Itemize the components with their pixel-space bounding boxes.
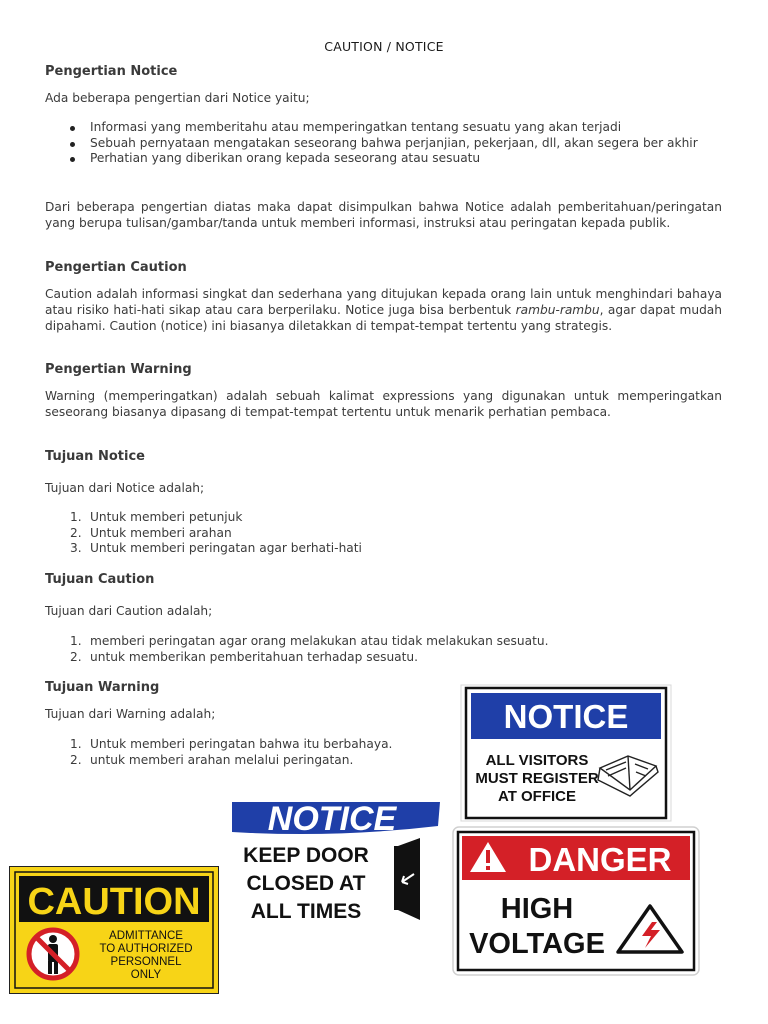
list-item-text: Untuk memberi arahan	[90, 525, 232, 540]
list-item: Informasi yang memberitahu atau memperingatkan tentang sesuatu yang akan terjadi	[70, 120, 720, 136]
sign-line: VOLTAGE	[469, 928, 605, 960]
sign-header: CAUTION	[27, 881, 201, 923]
sign-line: TO AUTHORIZED	[99, 943, 193, 955]
danger-sign	[452, 826, 700, 976]
sign-line: CLOSED AT	[246, 872, 366, 895]
caution-text-b: , agar dapat mudah dipahami. Caution (notice) ini biasanya diletakkan di tempat-tempat tertentu yang strategis.	[45, 303, 723, 333]
sign-line: KEEP DOOR	[243, 844, 369, 867]
page-title: CAUTION / NOTICE	[324, 39, 444, 54]
caution-text-a: Caution adalah informasi singkat dan sederhana yang ditujukan kepada orang lain untuk menghindari bahaya atau risiko hati-hati sikap atau cara berperilaku. Notice juga bisa berbentuk	[45, 287, 722, 317]
heading-tujuan-caution: Tujuan Caution	[45, 572, 155, 587]
tujuan-notice-intro: Tujuan dari Notice adalah;	[45, 481, 205, 495]
tujuan-caution-intro: Tujuan dari Caution adalah;	[45, 604, 213, 618]
list-item: 2. untuk memberi arahan melalui peringatan.	[70, 752, 354, 767]
list-item: 1. Untuk memberi petunjuk	[70, 510, 243, 524]
list-item-text: Untuk memberi peringatan agar berhati-hati	[90, 541, 362, 555]
sign-line: AT OFFICE	[497, 788, 577, 805]
caution-text-em: rambu-rambu	[515, 303, 600, 317]
sign-line: ONLY	[130, 969, 162, 981]
heading-pengertian-notice: Pengertian Notice	[45, 64, 178, 79]
sign-header: NOTICE	[503, 698, 629, 735]
heading-pengertian-caution: Pengertian Caution	[45, 260, 187, 275]
caution-definition	[45, 286, 722, 334]
notice-intro: Ada beberapa pengertian dari Notice yaitu;	[45, 91, 310, 105]
door-closing-icon	[394, 838, 420, 920]
list-item: Perhatian yang diberikan orang kepada seseorang atau sesuatu	[70, 151, 720, 167]
caution-sign	[9, 866, 219, 994]
list-item-text: untuk memberi arahan melalui peringatan.	[90, 752, 354, 767]
list-item: 2. Untuk memberi arahan	[70, 525, 232, 540]
sign-header: DANGER	[528, 841, 672, 878]
list-item-text: untuk memberikan pemberitahuan terhadap sesuatu.	[90, 649, 419, 664]
list-item-text: Untuk memberi peringatan bahwa itu berbahaya.	[90, 737, 393, 751]
tujuan-warning-intro: Tujuan dari Warning adalah;	[45, 707, 216, 721]
list-item: 2. untuk memberikan pemberitahuan terhadap sesuatu.	[70, 649, 419, 664]
list-item: 3. Untuk memberi peringatan agar berhati-hati	[70, 541, 362, 555]
notice-bullet-list	[70, 120, 720, 167]
heading-tujuan-warning: Tujuan Warning	[45, 680, 160, 695]
sign-line: ALL VISITORS	[485, 752, 589, 769]
tujuan-caution-list	[70, 634, 720, 665]
list-item-text: Untuk memberi petunjuk	[90, 510, 243, 524]
list-item-text: memberi peringatan agar orang melakukan atau tidak melakukan sesuatu.	[90, 634, 549, 648]
warning-definition: Warning (memperingatkan) adalah sebuah kalimat expressions yang digunakan untuk memperingatkan seseorang biasanya dipasang di tempat-tempat tertentu untuk menarik perhatian pembaca.	[45, 389, 722, 419]
list-item: 1. memberi peringatan agar orang melakukan atau tidak melakukan sesuatu.	[70, 634, 549, 648]
sign-line: ALL TIMES	[250, 900, 362, 923]
heading-pengertian-warning: Pengertian Warning	[45, 362, 192, 377]
sign-header: NOTICE	[267, 800, 397, 838]
heading-tujuan-notice: Tujuan Notice	[45, 449, 145, 464]
sign-line: ADMITTANCE	[109, 930, 183, 942]
notice-visitors-sign	[460, 684, 672, 822]
sign-line: MUST REGISTER	[475, 770, 599, 787]
tujuan-notice-list	[70, 510, 720, 557]
no-entry-person-icon	[29, 930, 77, 978]
sign-line: PERSONNEL	[110, 956, 182, 968]
notice-conclusion: Dari beberapa pengertian diatas maka dapat disimpulkan bahwa Notice adalah pemberitahuan/peringatan yang berupa tulisan/gambar/tanda untuk memberi informasi, instruksi atau peringatan kepada publik.	[45, 200, 722, 230]
notice-door-sign	[226, 798, 448, 926]
list-item: 1. Untuk memberi peringatan bahwa itu berbahaya.	[70, 737, 393, 751]
list-item: Sebuah pernyataan mengatakan seseorang bahwa perjanjian, pekerjaan, dll, akan segera ber akhir	[70, 136, 720, 152]
sign-line: HIGH	[500, 893, 574, 925]
